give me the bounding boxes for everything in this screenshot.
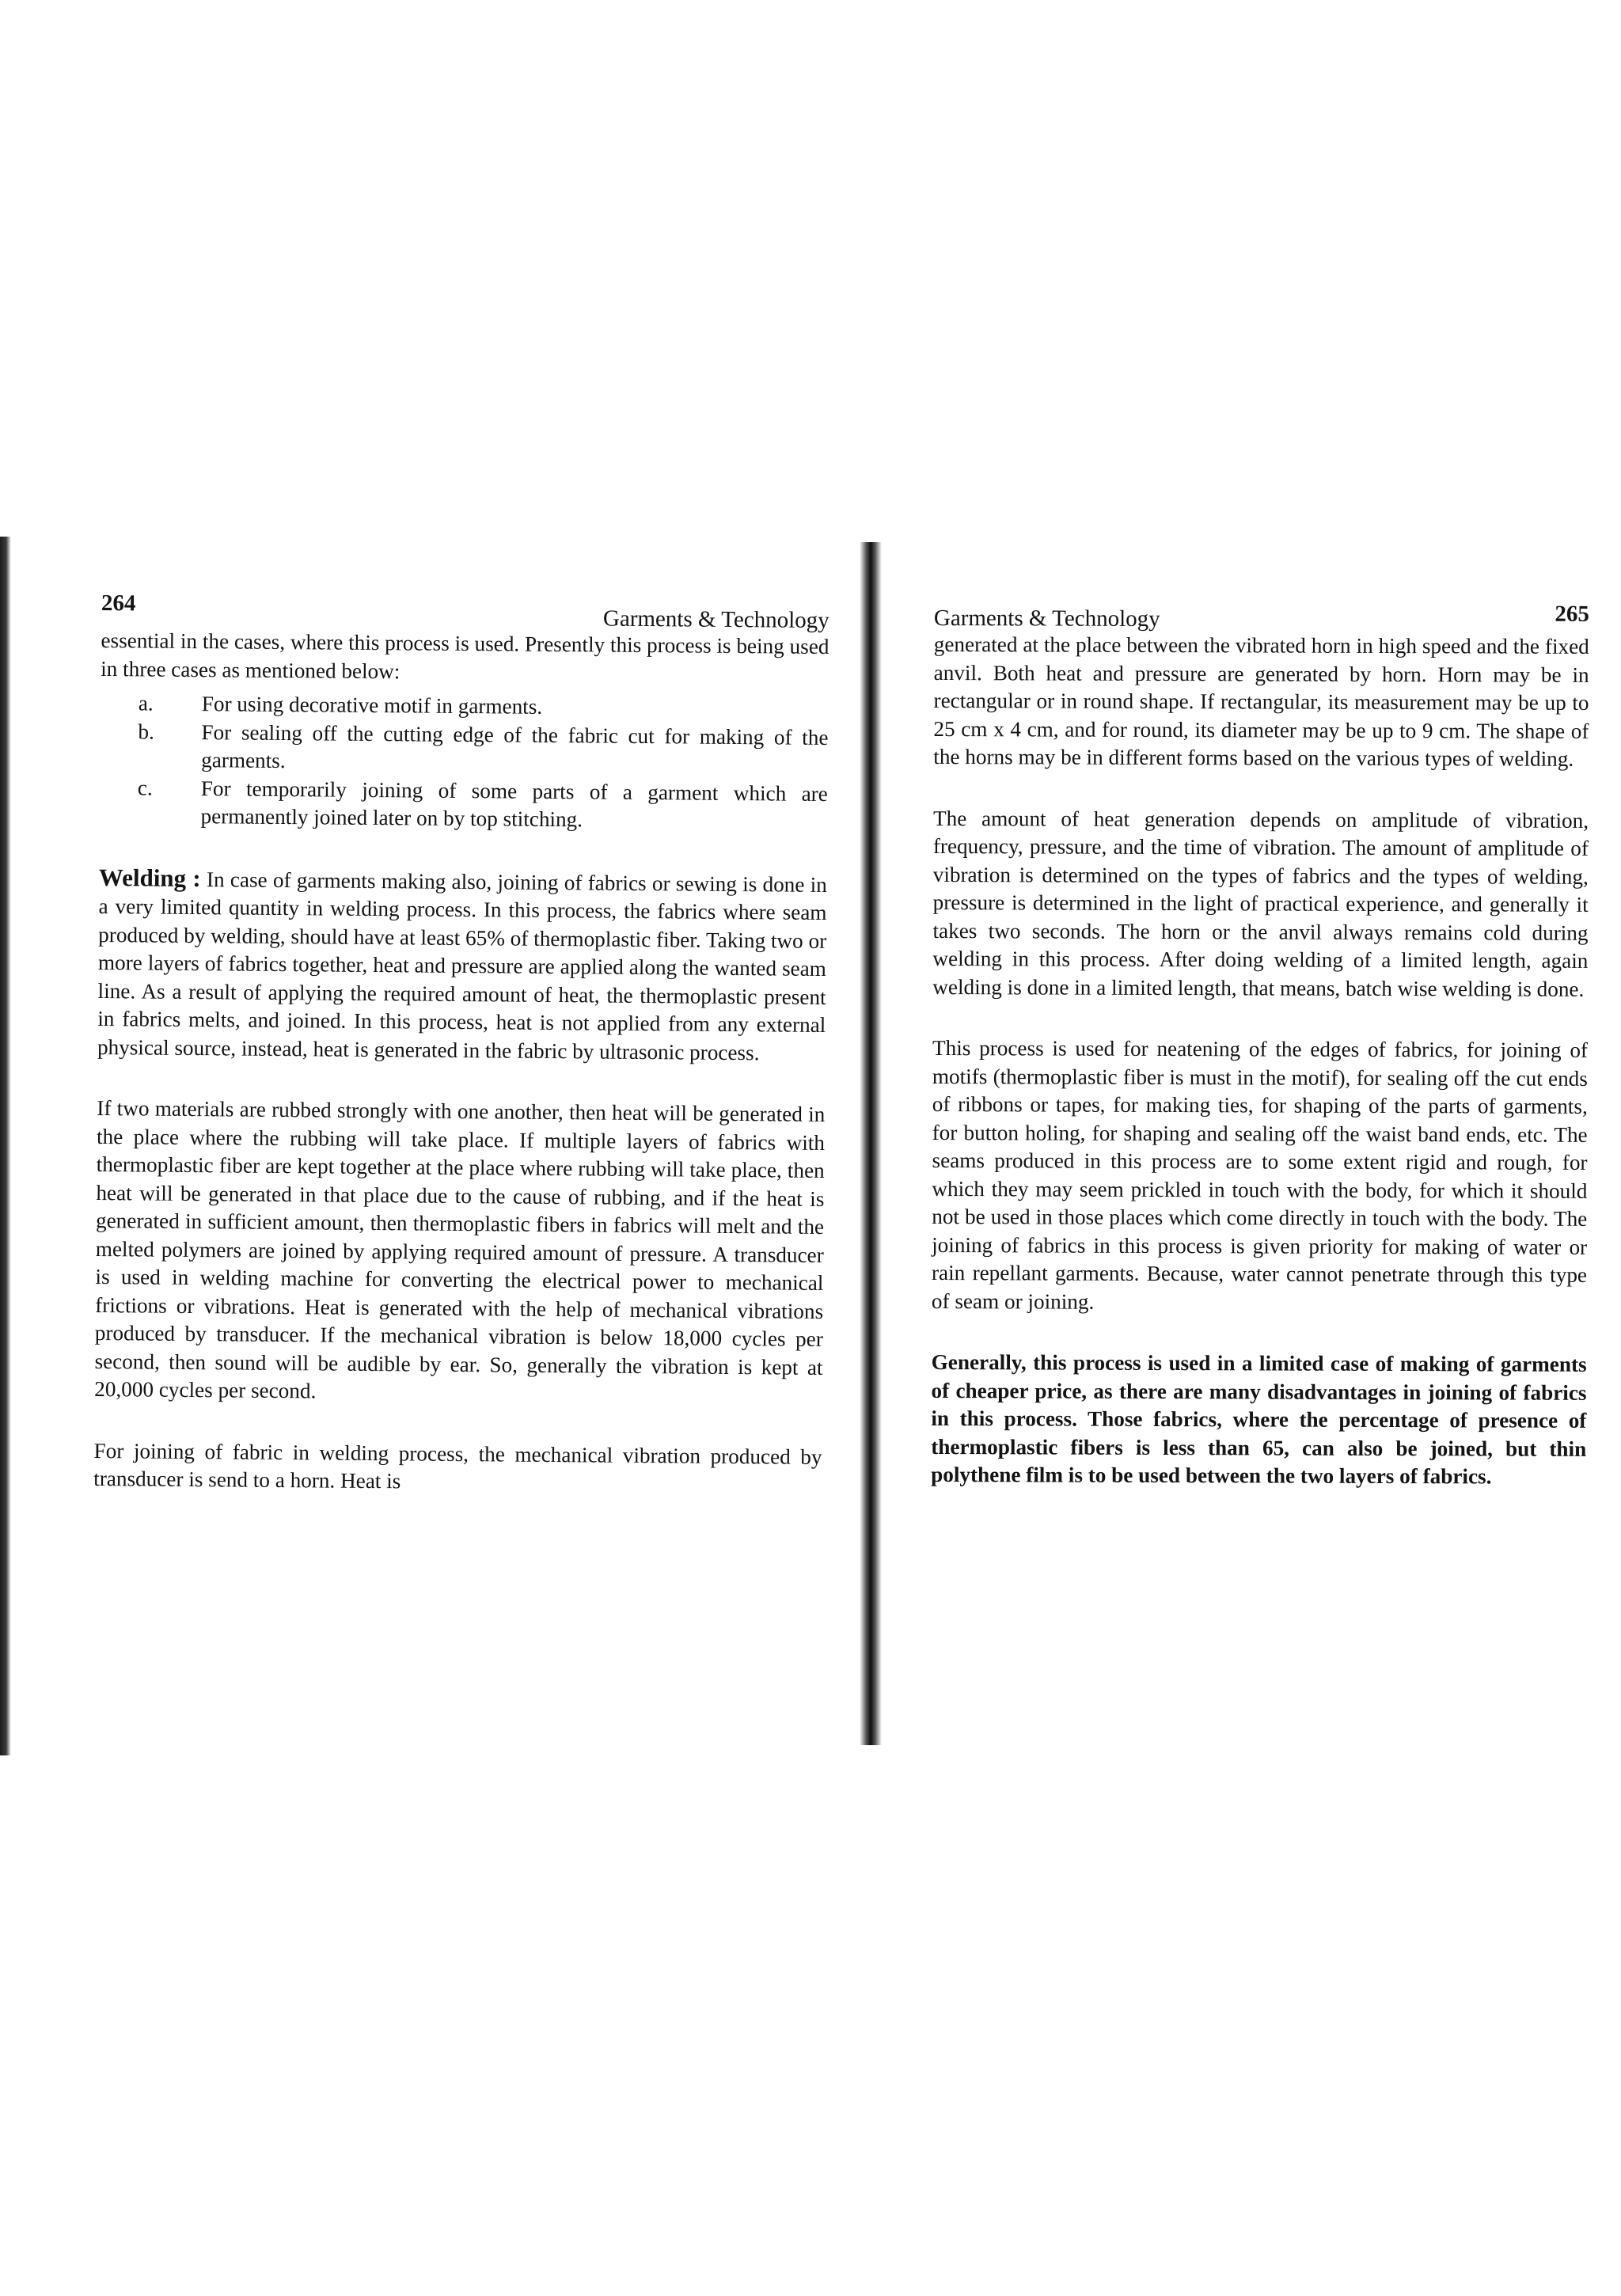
list-item xyxy=(99,773,828,836)
rubbing-paragraph: If two materials are rubbed strongly with one another, then heat will be generated in the place where the rubbing will take place. If multiple layers of fabrics with thermoplastic fiber are kept together at the place where rubbing will take place, then heat will be generated in that place due to the cause of rubbing, and if the heat is generated in sufficient amount, then thermoplastic fibers in fabrics will melt and the melted polymers are joined by applying required amount of pressure. A transducer is used in welding machine for converting the electrical power to mechanical frictions or vibrations. Heat is generated with the help of mechanical vibrations produced by transducer. If the mechanical vibration is below 18,000 cycles per second, then sound will be audible by ear. So, generally the vibration is kept at 20,000 cycles per second. xyxy=(94,1095,826,1403)
list-marker: b. xyxy=(138,719,155,744)
welding-text: In case of garments making also, joining of fabrics or sewing is done in a very limited quantity in welding process. In this process, the fabrics where seam produced by welding, should have at least 65% of thermoplastic fiber. Taking two or more layers of fabrics together, heat and pressure are applied along the wanted seam line. As a result of applying the required amount of heat, the thermoplastic present in fabrics melts, and joined. In this process, heat is not applied from any external physical source, instead, heat is generated in the fabric by ultrasonic process. xyxy=(97,867,827,1065)
joining-paragraph: For joining of fabric in welding process, the mechanical vibration produced by transducer is send to a horn. Heat is xyxy=(93,1438,822,1493)
list-item xyxy=(100,717,829,780)
horn-paragraph: generated at the place between the vibrated horn in high speed and the fixed anvil. Both heat and pressure are generated by horn. Horn may be in rectangular or in round shape. If rectangular, its measurement may be up to 25 cm x 4 cm, and for round, its diameter may be up to 9 cm. The shape of the horns may be in different forms based on the various types of welding. xyxy=(933,632,1589,771)
right-page xyxy=(931,599,1589,1491)
list-marker: a. xyxy=(138,691,154,715)
list-marker: c. xyxy=(137,775,153,800)
left-page-header xyxy=(101,590,829,634)
right-page-header xyxy=(934,599,1589,633)
welding-paragraph xyxy=(97,863,827,1068)
uses-paragraph: This process is used for neatening of the edges of fabrics, for joining of motifs (thermoplastic fiber is must in the motif), for sealing off the cut ends of ribbons or tapes, for making ties, for shaping of the parts of garments, for button holing, for shaping and sealing off the waist band ends, etc. The seams produced in this process are to some extent rigid and rough, for which they may seem prickled in touch with the body, for which it should not be used in those places which come directly in touch with the body. The joining of fabrics in this process is given priority for making of water or rain repellant garments. Because, water cannot penetrate through this type of seam or joining. xyxy=(931,1035,1589,1314)
welding-term: Welding : xyxy=(98,863,201,892)
list-item-text: For sealing off the cutting edge of the fabric cut for making of the garments. xyxy=(201,719,829,773)
left-page xyxy=(93,590,829,1499)
list-item-text: For using decorative motif in garments. xyxy=(201,692,543,719)
usage-list xyxy=(99,689,829,837)
intro-paragraph: essential in the cases, where this process is used. Presently this process is being used in three cases as mentioned below: xyxy=(101,628,829,683)
list-item-text: For temporarily joining of some parts of a garment which are permanently joined later on by top stitching. xyxy=(200,776,828,832)
binding-edge-shadow xyxy=(0,537,11,1755)
running-title: Garments & Technology xyxy=(933,605,1160,632)
book-gutter-shadow xyxy=(860,542,882,1745)
heat-amount-paragraph: The amount of heat generation depends on amplitude of vibration, frequency, pressure, and the time of vibration. The amount of amplitude of vibration is determined on the types of fabrics and the types of welding, pressure is determined in the light of practical experience, and generally it takes two seconds. The horn or the anvil always remains cold during welding in this process. After doing welding of a limited length, again welding is done in a limited length, that means, batch wise welding is done. xyxy=(932,806,1589,1001)
page-number: 264 xyxy=(101,590,136,617)
running-title: Garments & Technology xyxy=(602,605,829,634)
page-number: 265 xyxy=(1555,601,1589,627)
generally-paragraph: Generally, this process is used in a limited case of making of garments of cheaper price, as there are many disadvantages in joining of fabrics in this process. Those fabrics, where the percentage of presence of thermoplastic fibers is less than 65, can also be joined, but thin polythene film is to be used between the two layers of fabrics. xyxy=(931,1349,1587,1489)
